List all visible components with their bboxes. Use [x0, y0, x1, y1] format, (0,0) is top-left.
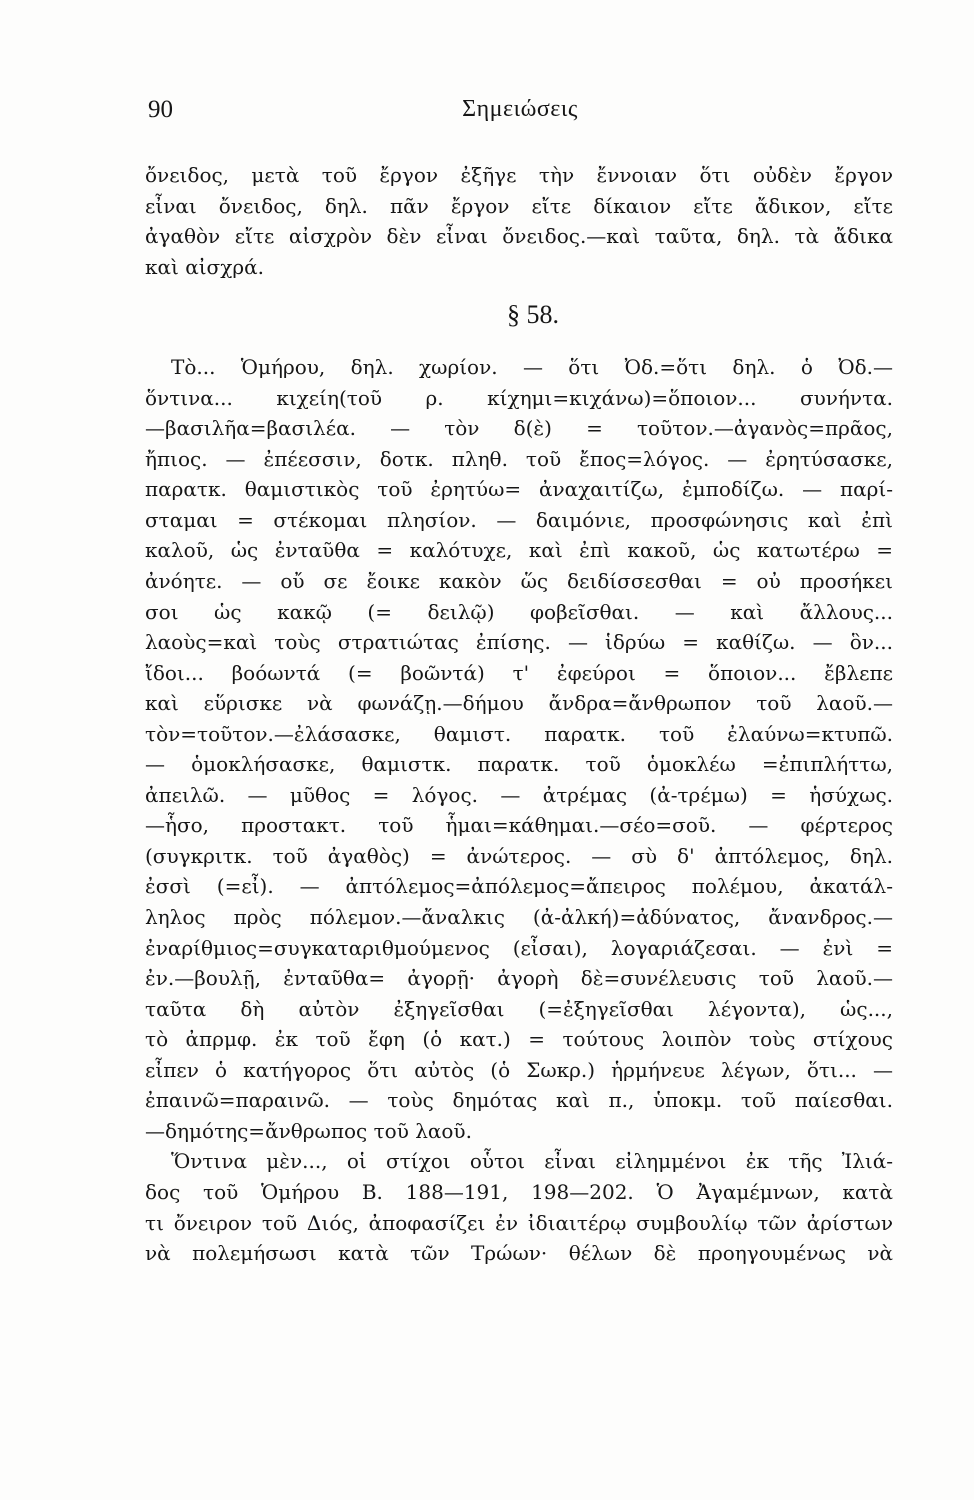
text-line: ἀγαθὸν εἴτε αἰσχρὸν δὲν εἶναι ὄνειδος.—καὶ ταῦτα, δηλ. τὰ ἄδικα [145, 224, 893, 249]
text-line: —δημότης=ἄνθρωπος τοῦ λαοῦ. [145, 1118, 472, 1143]
text-line: —ἧσο, προστακτ. τοῦ ἧμαι=κάθημαι.—σέο=σοῦ. — φέρτερος [145, 813, 893, 838]
text-line: — ὁμοκλήσασκε, θαμιστκ. παρατκ. τοῦ ὁμοκλέω =ἐπιπλήττω, [145, 752, 893, 777]
text-line: ἤπιος. — ἐπέεσσιν, δοτκ. πληθ. τοῦ ἔπος=λόγος. — ἐρητύσασκε, [145, 446, 893, 471]
text-line: σταμαι = στέκομαι πλησίον. — δαιμόνιε, προσφώνησις καὶ ἐπὶ [145, 507, 893, 532]
text-line: καὶ εὕρισκε νὰ φωνάζῃ.—δήμου ἄνδρα=ἄνθρωπον τοῦ λαοῦ.— [145, 691, 893, 716]
text-line: (συγκριτκ. τοῦ ἀγαθὸς) = ἀνώτερος. — σὺ δ' ἀπτόλεμος, δηλ. [145, 843, 893, 868]
page-header [148, 96, 892, 136]
text-line: ἴδοι... βοόωντά (= βοῶντά) τ' ἐφεύροι = ὅποιον... ἔβλεπε [145, 660, 893, 685]
text-line: ἐσσὶ (=εἶ). — ἀπτόλεμος=ἀπόλεμος=ἄπειρος πολέμου, ἀκατάλ- [145, 874, 893, 899]
text-line: εἶναι ὄνειδος, δηλ. πᾶν ἔργον εἴτε δίκαιον εἴτε ἄδικον, εἴτε [145, 193, 893, 218]
text-line: τὸν=τοῦτον.—ἐλάσασκε, θαμιστ. παρατκ. τοῦ ἐλαύνω=κτυπῶ. [145, 721, 893, 746]
text-line: Ὅντινα μὲν..., οἱ στίχοι οὗτοι εἶναι εἰλημμένοι ἐκ τῆς Ἰλιά- [171, 1149, 893, 1174]
text-line: ὄνειδος, μετὰ τοῦ ἔργον ἐξῆγε τὴν ἔννοιαν ὅτι οὐδὲν ἔργον [145, 163, 893, 187]
main-text [145, 160, 893, 1269]
text-line: καὶ αἰσχρά. [145, 254, 264, 279]
text-line: ἐναρίθμιος=συγκαταριθμούμενος (εἶσαι), λογαριάζεσαι. — ἐνὶ = [145, 935, 893, 960]
text-line: δος τοῦ Ὁμήρου Β. 188—191, 198—202. Ὁ Ἀγαμέμνων, κατὰ [145, 1179, 893, 1204]
text-line: ἐν.—βουλῇ, ἐνταῦθα= ἀγορῇ· ἀγορὴ δὲ=συνέλευσις τοῦ λαοῦ.— [145, 966, 893, 991]
text-line: σοι ὡς κακῷ (= δειλῷ) φοβεῖσθαι. — καὶ ἄλλους... [145, 599, 893, 624]
text-line: ληλος πρὸς πόλεμον.—ἄναλκις (ἀ-ἀλκή)=ἀδύνατος, ἄνανδρος.— [145, 905, 893, 930]
text-line: —βασιλῆα=βασιλέα. — τὸν δ(ὲ) = τοῦτον.—ἀγανὸς=πρᾶος, [145, 416, 893, 441]
section-heading-label: § 58. [507, 300, 559, 330]
text-line: καλοῦ, ὡς ἐνταῦθα = καλότυχε, καὶ ἐπὶ κακοῦ, ὡς κατωτέρω = [145, 538, 893, 563]
text-line: ἐπαινῶ=παραινῶ. — τοὺς δημότας καὶ π., ὑποκμ. τοῦ παίεσθαι. [145, 1088, 893, 1113]
text-line: τι ὄνειρον τοῦ Διός, ἀποφασίζει ἐν ἰδιαιτέρῳ συμβουλίῳ τῶν ἀρίστων [145, 1210, 893, 1235]
text-line: εἶπεν ὁ κατήγορος ὅτι αὐτὸς (ὁ Σωκρ.) ἡρμήνευε λέγων, ὅτι... — [145, 1057, 893, 1082]
text-line: Τὸ... Ὁμήρου, δηλ. χωρίον. — ὅτι Ὀδ.=ὅτι δηλ. ὁ Ὀδ.— [171, 355, 893, 380]
text-line: ταῦτα δὴ αὐτὸν ἐξηγεῖσθαι (=ἐξηγεῖσθαι λέγοντα), ὡς..., [145, 996, 893, 1021]
text-line: παρατκ. θαμιστικὸς τοῦ ἐρητύω= ἀναχαιτίζω, ἐμποδίζω. — παρί- [145, 477, 893, 502]
text-line: λαοὺς=καὶ τοὺς στρατιώτας ἐπίσης. — ἱδρύω = καθίζω. — ὃν... [145, 630, 893, 655]
page-number: 90 [148, 96, 173, 123]
text-line: ὅντινα... κιχείη(τοῦ ρ. κίχημι=κιχάνω)=ὅποιον... συνήντα. [145, 385, 893, 410]
text-line: ἀπειλῶ. — μῦθος = λόγος. — ἀτρέμας (ἀ-τρέμω) = ἡσύχως. [145, 782, 893, 807]
section-heading [145, 282, 893, 352]
text-line: ἀνόητε. — οὔ σε ἔοικε κακὸν ὥς δειδίσσεσθαι = οὐ προσήκει [145, 569, 893, 594]
text-line: τὸ ἀπρμφ. ἐκ τοῦ ἔφη (ὁ κατ.) = τούτους λοιπὸν τοὺς στίχους [145, 1027, 893, 1052]
running-title: Σημειώσεις [462, 96, 578, 122]
text-line: νὰ πολεμήσωσι κατὰ τῶν Τρώων· θέλων δὲ προηγουμένως νὰ [145, 1241, 893, 1266]
